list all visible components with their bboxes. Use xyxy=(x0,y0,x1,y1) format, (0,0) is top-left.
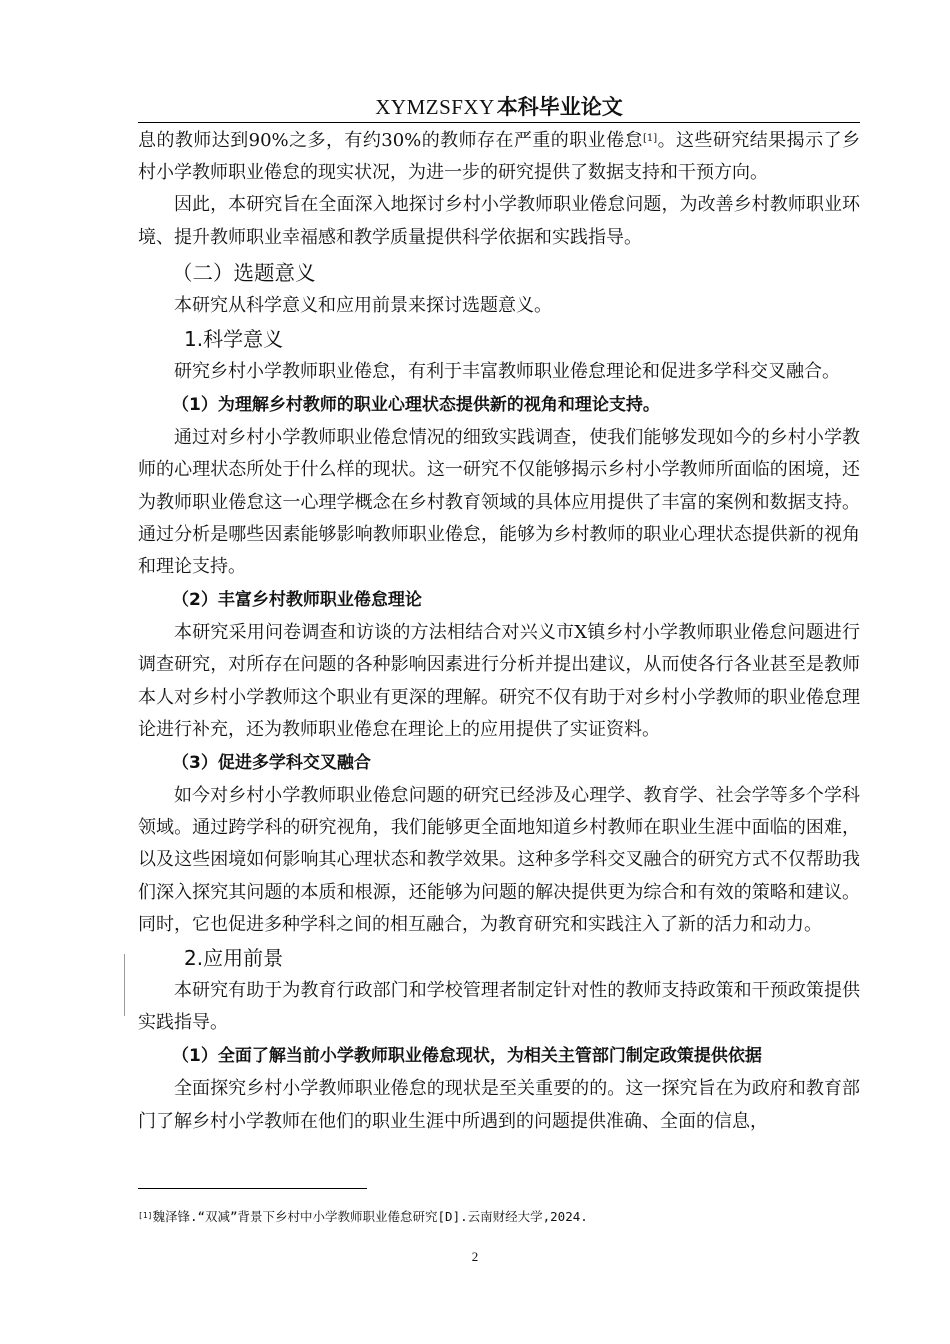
footnote-separator xyxy=(138,1188,367,1189)
header-code: XYMZSFXY xyxy=(375,95,495,119)
margin-mark xyxy=(124,954,125,1016)
paragraph: 如今对乡村小学教师职业倦怠问题的研究已经涉及心理学、教育学、社会学等多个学科领域。通过跨学科的研究视角，我们能够更全面地知道乡村教师在职业生涯中面临的困难，以及这些困境如何影响其心理状态和教学效果。这种多学科交叉融合的研究方式不仅帮助我们深入探究其问题的本质和根源，还能够为问题的解决提供更为综合和有效的策略和建议。同时，它也促进多种学科之间的相互融合，为教育研究和实践注入了新的活力和动力。 xyxy=(138,785,860,935)
paragraph: 通过对乡村小学教师职业倦怠情况的细致实践调查，使我们能够发现如今的乡村小学教师的心理状态所处于什么样的现状。这一研究不仅能够揭示乡村小学教师所面临的困境，还为教师职业倦怠这一心理学概念在乡村教育领域的具体应用提供了丰富的案例和数据支持。通过分析是哪些因素能够影响教师职业倦怠，能够为乡村教师的职业心理状态提供新的视角和理论支持。 xyxy=(138,427,860,578)
point-heading: （1）为理解乡村教师的职业心理状态提供新的视角和理论支持。 xyxy=(172,395,660,416)
section-heading: （二）选题意义 xyxy=(172,260,316,285)
paragraph: 因此，本研究旨在全面深入地探讨乡村小学教师职业倦怠问题，为改善乡村教师职业环境、提升教师职业幸福感和教学质量提供科学依据和实践指导。 xyxy=(138,194,860,248)
header-title: 本科毕业论文 xyxy=(496,95,623,119)
page-number: 2 xyxy=(471,1249,479,1264)
point-heading: （1）全面了解当前小学教师职业倦怠现状，为相关主管部门制定政策提供依据 xyxy=(172,1046,762,1067)
paragraph-text: 息的教师达到90%之多，有约30%的教师存在严重的职业倦怠 xyxy=(138,130,643,151)
paragraph: 本研究有助于为教育行政部门和学校管理者制定针对性的教师支持政策和干预政策提供实践指导。 xyxy=(138,980,860,1034)
footnote-text: 魏泽锋.“双减”背景下乡村中小学教师职业倦怠研究[D].云南财经大学,2024. xyxy=(152,1209,588,1224)
point-heading: （3）促进多学科交叉融合 xyxy=(172,753,371,774)
header-rule xyxy=(138,122,860,123)
point-heading: （2）丰富乡村教师职业倦怠理论 xyxy=(172,590,422,611)
paragraph: 本研究从科学意义和应用前景来探讨选题意义。 xyxy=(174,294,552,316)
page-header xyxy=(138,94,860,120)
citation-marker[interactable]: [1] xyxy=(643,133,658,144)
paragraph: 全面探究乡村小学教师职业倦怠的现状是至关重要的的。这一探究旨在为政府和教育部门了解乡村小学教师在他们的职业生涯中所遇到的问题提供准确、全面的信息， xyxy=(138,1078,860,1132)
footnote xyxy=(138,1208,860,1226)
footnote-marker: [1] xyxy=(138,1211,153,1220)
subsection-heading: 1.科学意义 xyxy=(184,327,284,352)
paragraph-text: 。这些研究结果揭示了乡村小学教师职业倦怠的现实状况，为进一步的研究提供了数据支持和干预方向。 xyxy=(138,130,861,184)
paragraph xyxy=(138,125,860,189)
page-body xyxy=(138,125,860,1138)
paragraph: 本研究采用问卷调查和访谈的方法相结合对兴义市X镇乡村小学教师职业倦怠问题进行调查研究，对所存在问题的各种影响因素进行分析并提出建议，从而使各行各业甚至是教师本人对乡村小学教师这个职业有更深的理解。研究不仅有助于对乡村小学教师的职业倦怠理论进行补充，还为教师职业倦怠在理论上的应用提供了实证资料。 xyxy=(138,622,860,740)
paragraph: 研究乡村小学教师职业倦怠，有利于丰富教师职业倦怠理论和促进多学科交叉融合。 xyxy=(174,361,840,383)
subsection-heading: 2.应用前景 xyxy=(184,946,284,971)
